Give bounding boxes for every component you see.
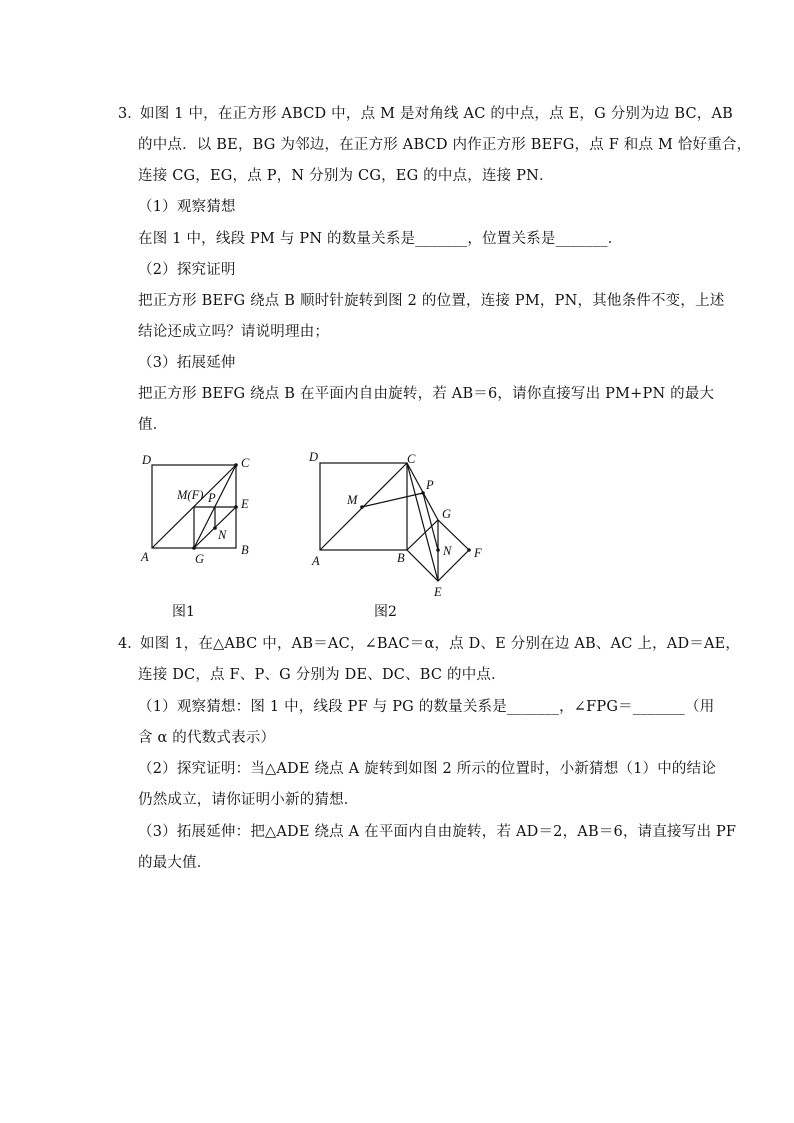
label-d: D: [309, 450, 319, 464]
point-n: [436, 548, 440, 552]
q3-part3-text-1: 把正方形 BEFG 绕点 B 在平面内自由旋转，若 AB＝6，请你直接写出 PM+PN 的最大: [138, 386, 715, 402]
q3-line-2: 的中点．以 BE，BG 为邻边，在正方形 ABCD 内作正方形 BEFG，点 F 和点 M 恰好重合，: [138, 137, 752, 153]
label-m: M: [347, 493, 358, 507]
label-a: A: [312, 554, 320, 568]
q4-part1-line-2: 含 α 的代数式表示）: [138, 730, 276, 746]
q4-line-2: 连接 DC，点 F、P、G 分别为 DE、DC、BC 的中点．: [138, 667, 506, 683]
label-d: D: [142, 453, 152, 467]
q3-part1-text: 在图 1 中，线段 PM 与 PN 的数量关系是_______，位置关系是_______．: [138, 231, 623, 247]
point-m: [360, 505, 364, 509]
q3-part2-text-1: 把正方形 BEFG 绕点 B 顺时针旋转到图 2 的位置，连接 PM，PN，其他条件不变，上述: [138, 293, 725, 309]
q3-line-1: 如图 1 中，在正方形 ABCD 中，点 M 是对角线 AC 的中点，点 E，G 分别为边 BC，AB: [140, 106, 733, 122]
segment-pm: [362, 493, 423, 507]
label-e: E: [434, 585, 442, 599]
q4-part2-line-1: （2）探究证明：当△ADE 绕点 A 旋转到如图 2 所示的位置时，小新猜想（1）中的结论: [138, 761, 717, 777]
label-p: P: [208, 491, 216, 505]
point-e: [234, 505, 238, 509]
label-e: E: [241, 497, 249, 511]
label-c: C: [241, 456, 250, 470]
label-b: B: [397, 551, 405, 565]
q3-part3-text-2: 值．: [138, 417, 168, 433]
label-b: B: [241, 543, 249, 557]
label-p: P: [426, 478, 434, 492]
figure-2-caption: 图2: [374, 604, 397, 620]
point-n: [213, 526, 217, 530]
label-mf: M(F): [177, 488, 204, 502]
point-p: [421, 491, 425, 495]
q4-part3-line-2: 的最大值．: [138, 855, 212, 871]
question-4-number: 4．: [118, 636, 142, 652]
q3-part1-title: （1）观察猜想: [138, 199, 236, 215]
point-g: [192, 546, 196, 550]
label-a: A: [141, 550, 149, 564]
point-f: [467, 548, 471, 552]
q4-part2-line-2: 仍然成立，请你证明小新的猜想．: [138, 792, 359, 808]
figure-1: [140, 450, 270, 575]
q4-line-1: 如图 1，在△ABC 中，AB＝AC，∠BAC＝α，点 D、E 分别在边 AB、AC 上，AD＝AE，: [140, 636, 741, 652]
q3-part2-text-2: 结论还成立吗？请说明理由；: [138, 324, 330, 340]
q3-line-3: 连接 CG，EG，点 P，N 分别为 CG，EG 的中点，连接 PN．: [138, 168, 554, 184]
figure-2: [305, 445, 495, 605]
point-c: [234, 463, 238, 467]
question-3-number: 3．: [118, 106, 142, 122]
label-g: G: [195, 552, 205, 566]
q4-part1-line-1: （1）观察猜想：图 1 中，线段 PF 与 PG 的数量关系是_______，∠FPG＝_______（用: [138, 699, 715, 715]
label-n: N: [218, 528, 227, 542]
q3-part2-title: （2）探究证明: [138, 262, 236, 278]
q3-part3-title: （3）拓展延伸: [138, 355, 236, 371]
label-n: N: [443, 544, 452, 558]
figure-1-caption: 图1: [172, 604, 195, 620]
label-c: C: [407, 452, 416, 466]
q4-part3-line-1: （3）拓展延伸：把△ADE 绕点 A 在平面内自由旋转，若 AD＝2，AB＝6，请直接写出 PF: [138, 824, 737, 840]
label-f: F: [474, 546, 482, 560]
label-g: G: [442, 507, 452, 521]
